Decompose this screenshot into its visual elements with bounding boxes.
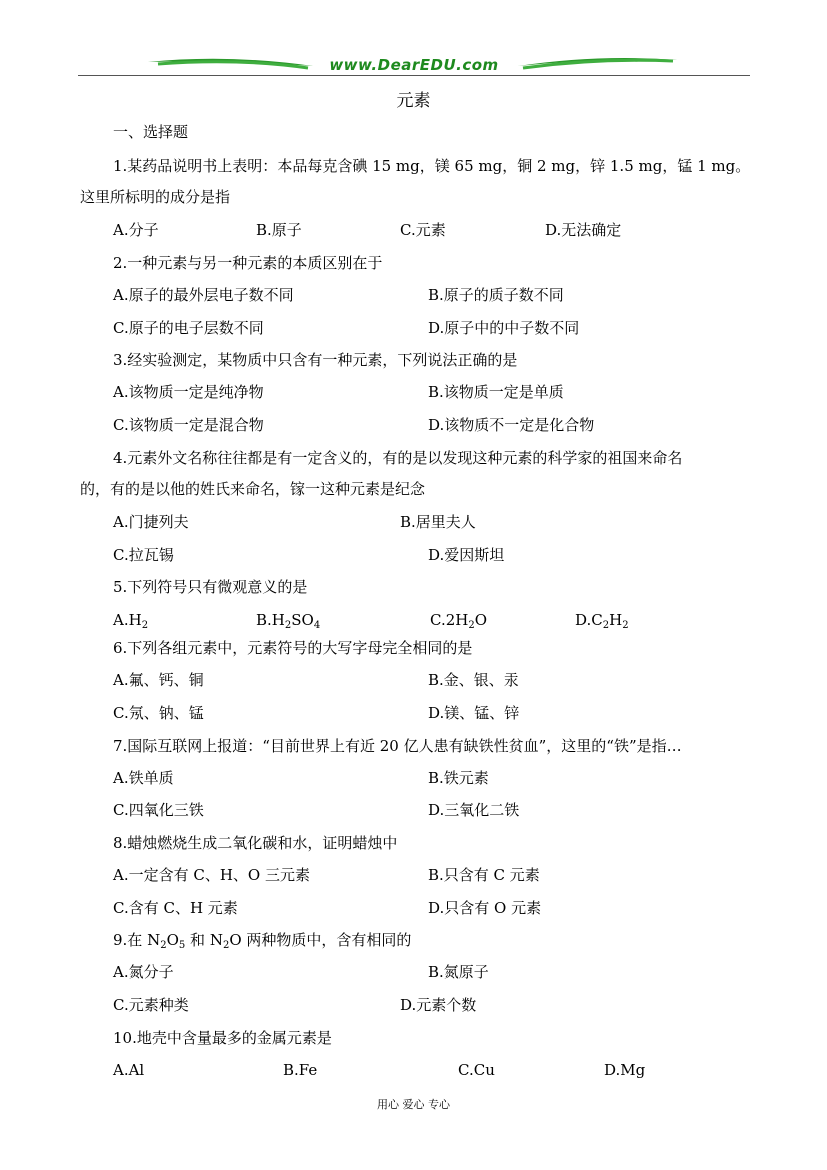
question-10: 10.地壳中含量最多的金属元素是 xyxy=(113,1029,332,1047)
q1-option-d: D.无法确定 xyxy=(545,221,622,239)
q6-option-b: B.金、银、汞 xyxy=(428,671,519,689)
q1-option-c: C.元素 xyxy=(400,221,446,239)
question-8: 8.蜡烛燃烧生成二氧化碳和水，证明蜡烛中 xyxy=(113,834,398,852)
q7-option-d: D.三氧化二铁 xyxy=(428,801,520,819)
q8-option-b: B.只含有 C 元素 xyxy=(428,866,540,884)
q10-option-d: D.Mg xyxy=(604,1061,646,1079)
q4-option-a: A.门捷列夫 xyxy=(113,513,189,531)
question-4-line-1: 4.元素外文名称往往都是有一定含义的，有的是以发现这种元素的科学家的祖国来命名 xyxy=(113,449,683,467)
q7-option-b: B.铁元素 xyxy=(428,769,489,787)
q9-option-b: B.氮原子 xyxy=(428,963,489,981)
q3-option-b: B.该物质一定是单质 xyxy=(428,383,564,401)
q10-option-a: A.Al xyxy=(113,1061,145,1079)
q3-option-c: C.该物质一定是混合物 xyxy=(113,416,264,434)
q2-option-d: D.原子中的中子数不同 xyxy=(428,319,580,337)
q1-option-a: A.分子 xyxy=(113,221,159,239)
q10-option-c: C.Cu xyxy=(458,1061,495,1079)
q7-option-c: C.四氧化三铁 xyxy=(113,801,204,819)
q6-option-c: C.氖、钠、锰 xyxy=(113,704,204,722)
q2-option-b: B.原子的质子数不同 xyxy=(428,286,564,304)
question-1-line-1: 1.某药品说明书上表明：本品每克含碘 15 mg，镁 65 mg，铜 2 mg，锌 1.5 mg，锰 1 mg。 xyxy=(113,157,751,175)
q2-option-a: A.原子的最外层电子数不同 xyxy=(113,286,294,304)
header-rule xyxy=(78,75,750,76)
q2-option-c: C.原子的电子层数不同 xyxy=(113,319,264,337)
question-6: 6.下列各组元素中，元素符号的大写字母完全相同的是 xyxy=(113,639,473,657)
q8-option-c: C.含有 C、H 元素 xyxy=(113,899,238,917)
q8-option-d: D.只含有 O 元素 xyxy=(428,899,542,917)
question-7: 7.国际互联网上报道：“目前世界上有近 20 亿人患有缺铁性贫血”，这里的“铁”是指… xyxy=(113,737,682,755)
q3-option-d: D.该物质不一定是化合物 xyxy=(428,416,595,434)
question-4-line-2: 的，有的是以他的姓氏来命名，镓一这种元素是纪念 xyxy=(80,480,426,498)
question-2: 2.一种元素与另一种元素的本质区别在于 xyxy=(113,254,383,272)
q4-option-d: D.爱因斯坦 xyxy=(428,546,505,564)
question-5: 5.下列符号只有微观意义的是 xyxy=(113,578,308,596)
question-1-line-2: 这里所标明的成分是指 xyxy=(80,188,231,206)
q5-option-d: $D.C_2H_2$ xyxy=(575,611,629,631)
section-heading: 一、选择题 xyxy=(113,123,189,141)
question-3: 3.经实验测定，某物质中只含有一种元素，下列说法正确的是 xyxy=(113,351,518,369)
q5-option-a: $A.H_2$ xyxy=(113,611,149,631)
q3-option-a: A.该物质一定是纯净物 xyxy=(113,383,264,401)
q8-option-a: A.一定含有 C、H、O 三元素 xyxy=(113,866,310,884)
q5-option-b: $B.H_2SO_4$ xyxy=(256,611,321,631)
q4-option-b: B.居里夫人 xyxy=(400,513,476,531)
q5-option-c: $C.2H_2O$ xyxy=(430,611,488,631)
question-9: 9.在 $N_2O_5$ 和 $N_2O$ 两种物质中，含有相同的 xyxy=(113,931,412,951)
q7-option-a: A.铁单质 xyxy=(113,769,174,787)
site-url: www.DearEDU.com xyxy=(329,56,499,74)
q9-option-c: C.元素种类 xyxy=(113,996,189,1014)
q10-option-b: B.Fe xyxy=(283,1061,318,1079)
q6-option-d: D.镁、锰、锌 xyxy=(428,704,520,722)
q1-option-b: B.原子 xyxy=(256,221,302,239)
page-title: 元素 xyxy=(396,91,431,111)
page-footer: 用心 爱心 专心 xyxy=(377,1098,450,1111)
q6-option-a: A.氟、钙、铜 xyxy=(113,671,204,689)
q9-option-a: A.氮分子 xyxy=(113,963,174,981)
q9-option-d: D.元素个数 xyxy=(400,996,477,1014)
q4-option-c: C.拉瓦锡 xyxy=(113,546,174,564)
